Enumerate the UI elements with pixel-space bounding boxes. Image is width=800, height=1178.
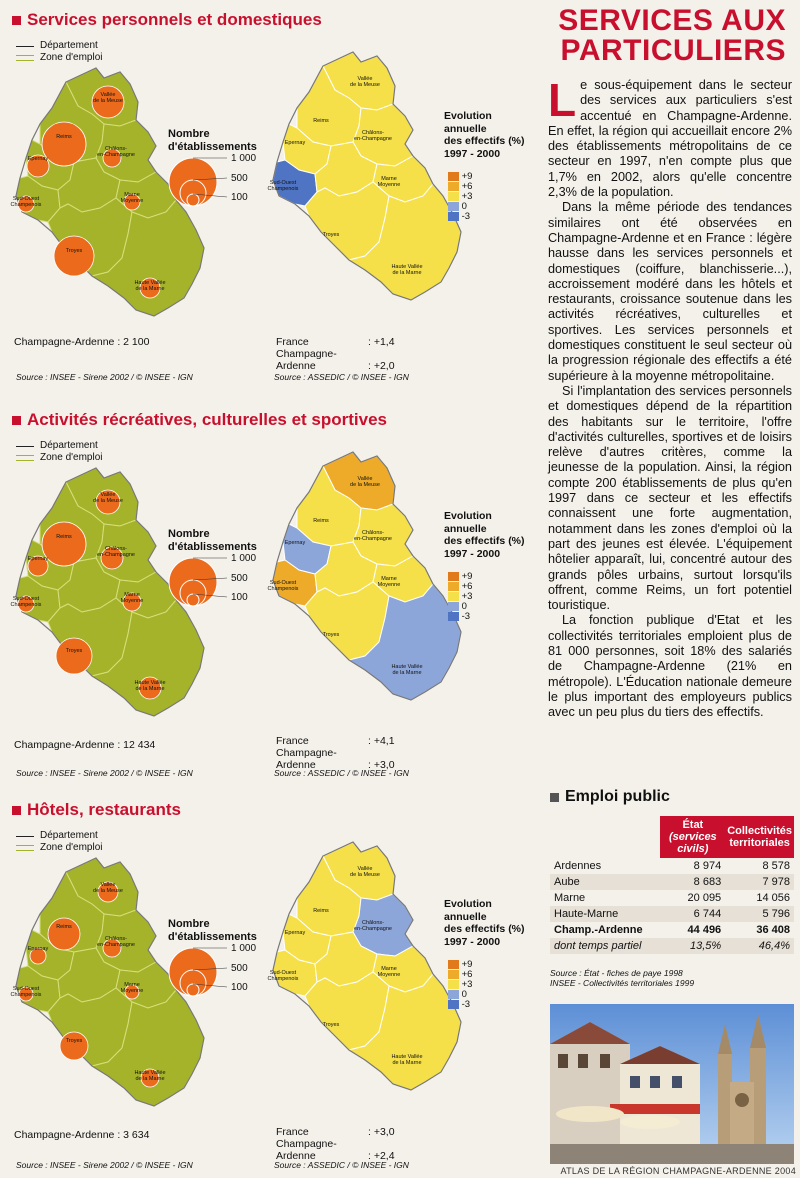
map-zone-label: Troyes <box>65 1038 83 1044</box>
table-header-empty <box>550 816 660 858</box>
ca-value: : +3,0 <box>368 759 395 771</box>
evolution-swatch <box>448 960 459 969</box>
france-label: France <box>276 735 309 747</box>
section2-legend <box>16 440 103 464</box>
departement-line-icon <box>16 446 34 447</box>
map-zone-label: Troyes <box>65 248 83 254</box>
evo-title-l1: Evolution <box>444 510 492 522</box>
evo-title-l4: 1997 - 2000 <box>444 147 501 160</box>
row-label: Ardennes <box>554 860 602 872</box>
evolution-swatch <box>448 602 459 611</box>
map-zone-label: Sud-Ouest <box>12 596 40 602</box>
legend-zone-emploi: Zone d'emploi <box>40 452 103 463</box>
col-coll-l2: territoriales <box>729 837 790 849</box>
map-zone-label: en-Champagne <box>97 552 135 558</box>
map-zone-label: Châlons- <box>104 936 128 942</box>
map-zone-label: de la Marne <box>135 1076 165 1082</box>
section2-bullet <box>12 416 21 425</box>
section1-total: Champagne-Ardenne : 2 100 <box>14 336 150 348</box>
emploi-public-bullet <box>550 793 559 802</box>
row-coll: 14 056 <box>756 892 790 904</box>
map-zone-label: en-Champagne <box>97 152 135 158</box>
section3-title-text: Hôtels, restaurants <box>27 800 181 819</box>
evolution-swatch <box>448 582 459 591</box>
row-label: Marne <box>554 892 586 904</box>
map-zone-label: Haute Vallée <box>134 1070 166 1076</box>
map-zone-label: Troyes <box>322 632 340 638</box>
row-label: Haute-Marne <box>550 906 660 922</box>
nombre-value-1000: 1 000 <box>231 153 257 164</box>
evolution-swatch <box>448 202 459 211</box>
map-zone-label: Sud-Ouest <box>269 580 297 586</box>
nombre-value-500: 500 <box>231 173 248 184</box>
map-zone-label: Epernay <box>284 930 306 936</box>
evolution-class-label: +6 <box>459 969 473 981</box>
evolution-swatch <box>448 572 459 581</box>
map-zone-label: Haute Vallée <box>391 664 423 670</box>
map-zone-label: Châlons- <box>361 530 385 536</box>
page-title-line1: SERVICES AUX <box>558 4 786 37</box>
section1-source-left: Source : INSEE - Sirene 2002 / © INSEE - IGN <box>16 372 193 382</box>
evolution-class-label: +3 <box>459 591 473 603</box>
map-zone-label: Epernay <box>284 140 306 146</box>
section3-total: Champagne-Ardenne : 3 634 <box>14 1129 150 1141</box>
table-header-row <box>550 816 794 858</box>
section2-title <box>12 410 387 430</box>
row-coll: 36 408 <box>756 924 790 936</box>
page-title <box>558 6 786 66</box>
nombre-legend-title <box>168 528 257 554</box>
map-zone-label: Moyenne <box>377 582 401 588</box>
evolution-class-label: +3 <box>459 979 473 991</box>
evolution-swatch <box>448 612 459 621</box>
section3-legend <box>16 830 103 854</box>
evo-title-l4: 1997 - 2000 <box>444 547 501 560</box>
evolution-swatch <box>448 980 459 989</box>
source-line-1: Source : État - fiches de paye 1998 <box>550 968 683 978</box>
map-zone-label: Vallée <box>357 476 373 482</box>
evolution-class-label: 0 <box>459 989 467 1001</box>
evolution-swatch <box>448 1000 459 1009</box>
section1-national <box>276 336 395 372</box>
france-value: : +1,4 <box>368 336 395 348</box>
row-coll: 46,4% <box>725 938 794 954</box>
evolution-class-row <box>448 612 472 622</box>
map-zone-label: de la Meuse <box>93 98 123 104</box>
france-label: France <box>276 336 309 348</box>
establishment-circle <box>42 522 86 566</box>
evolution-swatch <box>448 990 459 999</box>
map-zone-label: de la Marne <box>135 686 165 692</box>
map-zone-label: Moyenne <box>120 198 144 204</box>
emploi-public-table <box>550 816 794 954</box>
table-row-total <box>550 922 794 938</box>
evolution-class-label: +3 <box>459 191 473 203</box>
map-zone-label: Moyenne <box>120 598 144 604</box>
map-zone-label: Moyenne <box>377 182 401 188</box>
evolution-class-label: +9 <box>459 959 473 971</box>
nombre-value-1000: 1 000 <box>231 943 257 954</box>
nombre-value-100: 100 <box>231 192 248 203</box>
section1-evolution-map <box>265 46 475 332</box>
page-title-line2: PARTICULIERS <box>560 34 786 67</box>
map-zone-label: Châlons- <box>104 546 128 552</box>
evolution-class-label: -3 <box>459 611 471 623</box>
nombre-value-100: 100 <box>231 982 248 993</box>
section1-title-text: Services personnels et domestiques <box>27 10 322 29</box>
evolution-class-label: 0 <box>459 601 467 613</box>
map-zone-label: de la Meuse <box>350 82 380 88</box>
map-zone-label: de la Meuse <box>93 498 123 504</box>
evolution-swatch <box>448 212 459 221</box>
evolution-swatch <box>448 192 459 201</box>
map-zone-label: Troyes <box>322 232 340 238</box>
evo-title-l3: des effectifs (%) <box>444 535 525 547</box>
map-zone-label: Haute Vallée <box>134 680 166 686</box>
map-zone-label: en-Champagne <box>354 536 392 542</box>
establishment-circle <box>60 1032 88 1060</box>
map-zone-label: Vallée <box>100 492 116 498</box>
map-zone-label: de la Meuse <box>93 888 123 894</box>
map-zone-label: Champenois <box>10 992 42 998</box>
map-zone-label: Sud-Ouest <box>269 180 297 186</box>
paragraph-1 <box>548 74 792 200</box>
evo-title-l4: 1997 - 2000 <box>444 935 501 948</box>
emploi-public-title-text: Emploi public <box>565 788 670 805</box>
map-zone-label: de la Meuse <box>350 482 380 488</box>
map-zone-label: Reims <box>313 908 329 914</box>
emploi-public-source <box>550 968 694 988</box>
ca-value: : +2,4 <box>368 1150 395 1162</box>
map-zone-label: Sud-Ouest <box>12 986 40 992</box>
section2-national <box>276 735 395 771</box>
section3-source-right: Source : ASSEDIC / © INSEE - IGN <box>274 1160 409 1170</box>
section1-source-right: Source : ASSEDIC / © INSEE - IGN <box>274 372 409 382</box>
evo-title-l1: Evolution <box>444 898 492 910</box>
row-etat: 6 744 <box>660 906 725 922</box>
evolution-swatch <box>448 182 459 191</box>
map-zone-label: Epernay <box>27 156 49 162</box>
france-value: : +4,1 <box>368 735 395 747</box>
map-zone-label: Troyes <box>65 648 83 654</box>
row-etat: 8 974 <box>693 860 722 872</box>
row-label: dont temps partiel <box>550 938 660 954</box>
map-zone-label: Troyes <box>322 1022 340 1028</box>
nombre-value-100: 100 <box>231 592 248 603</box>
evo-title-l3: des effectifs (%) <box>444 923 525 935</box>
paragraph-3: Si l'implantation des services personnels et domestiques dépend de la répartition des habitants sur le territoire, l'offre d'activités culturelles, sportives et de loisirs relève d'autres critères, comme la jeunesse de la population. Ainsi, la région compte 200 établissements de plus qu'en 1997 dans ce secteur et les effectifs connaissent une forte augmentation, notamment dans les zones d'emploi où la part des jeunes est élevée. L'équipement hôtelier apparaît, lui, concentré autour des grands pôles urbains, surtout lorsqu'ils offrent, comme Reims, un fort potentiel touristique. <box>548 383 792 613</box>
map-zone-label: Marne <box>124 592 140 598</box>
evolution-swatch <box>448 172 459 181</box>
map-zone-label: Reims <box>56 134 72 140</box>
map-zone-label: Reims <box>313 118 329 124</box>
street-cathedral-photo <box>550 1004 794 1164</box>
establishment-circle <box>56 638 92 674</box>
departement-line-icon <box>16 46 34 47</box>
table-row <box>550 906 794 922</box>
evolution-class-row <box>448 1000 472 1010</box>
evolution-legend-title <box>444 898 525 948</box>
article-body <box>548 74 792 720</box>
paragraph-1-text: e sous-équipement dans le secteur des services aux particuliers s'est accentué en Champagne-Ardenne. En effet, la région qui accueillait encore 2% des établissements métropolitains de ce secteur en 1997, n'en compte plus que 1,7% en 2002, alors qu'elle concentre 2,3% de la population. <box>548 78 792 200</box>
nombre-title-line1: Nombre <box>168 918 210 930</box>
section3-bullet <box>12 806 21 815</box>
table-header-etat <box>660 816 725 858</box>
map-zone-label: Sud-Ouest <box>269 970 297 976</box>
evo-title-l2: annuelle <box>444 910 487 923</box>
evo-title-l2: annuelle <box>444 522 487 535</box>
ca-label: Champagne-Ardenne <box>276 1138 337 1162</box>
evolution-class-label: 0 <box>459 201 467 213</box>
zone-emploi-line-icon <box>16 845 34 851</box>
section3-evolution-map <box>265 836 475 1122</box>
map-zone-label: Marne <box>381 176 397 182</box>
legend-zone-emploi: Zone d'emploi <box>40 842 103 853</box>
map-zone-label: Reims <box>313 518 329 524</box>
map-zone-label: Moyenne <box>377 972 401 978</box>
row-etat: 8 683 <box>660 874 725 890</box>
nombre-title-line2: d'établissements <box>168 931 257 943</box>
map-zone-label: en-Champagne <box>354 926 392 932</box>
row-coll: 8 578 <box>762 860 790 872</box>
evolution-scale <box>448 172 472 222</box>
map-zone-label: en-Champagne <box>354 136 392 142</box>
map-zone-label: Epernay <box>284 540 306 546</box>
nombre-legend-title <box>168 128 257 154</box>
row-coll: 7 978 <box>725 874 794 890</box>
map-zone-label: Marne <box>381 576 397 582</box>
section1-legend <box>16 40 103 64</box>
map-zone-label: Epernay <box>27 556 49 562</box>
evolution-swatch <box>448 970 459 979</box>
map-zone-label: Reims <box>56 924 72 930</box>
map-zone-label: Marne <box>124 192 140 198</box>
nombre-legend-title <box>168 918 257 944</box>
map-zone-label: Marne <box>124 982 140 988</box>
map-zone-label: Châlons- <box>104 146 128 152</box>
ca-label: Champagne-Ardenne <box>276 747 337 771</box>
evolution-scale <box>448 960 472 1010</box>
map-zone-label: Haute Vallée <box>391 1054 423 1060</box>
col-etat-l3: civils) <box>677 843 709 855</box>
col-coll-l1: Collectivités <box>727 825 792 837</box>
map-zone-label: Haute Vallée <box>134 280 166 286</box>
ca-value: : +2,0 <box>368 360 395 372</box>
evolution-swatch <box>448 592 459 601</box>
evolution-legend-title <box>444 510 525 560</box>
legend-departement: Département <box>40 830 98 841</box>
row-coll: 5 796 <box>725 906 794 922</box>
evolution-scale <box>448 572 472 622</box>
map-zone-label: Champenois <box>10 202 42 208</box>
section2-source-left: Source : INSEE - Sirene 2002 / © INSEE - IGN <box>16 768 193 778</box>
row-etat: 20 095 <box>687 892 722 904</box>
paragraph-2: Dans la même période des tendances similaires ont été observées en Champagne-Ardenne et en France : légère hausse dans les services personnels et domestiques (coiffure, blanchisserie...), accroissement modéré dans les hôtels et restaurants, croissance soutenue dans les activités récréatives, culturelles et sportives. Les services personnels et domestiques constituent le seul secteur où la progression régionale des effectifs a été supérieure à la moyenne métropolitaine. <box>548 200 792 383</box>
map-zone-label: Epernay <box>27 946 49 952</box>
evolution-class-label: +9 <box>459 571 473 583</box>
emploi-public-title <box>550 788 670 806</box>
map-zone-label: Moyenne <box>120 988 144 994</box>
ca-label: Champagne-Ardenne <box>276 348 337 372</box>
table-header-collectivites <box>725 816 794 858</box>
map-zone-label: Châlons- <box>361 920 385 926</box>
evolution-class-label: +6 <box>459 181 473 193</box>
section2-evolution-map <box>265 446 475 732</box>
map-zone-label: Reims <box>56 534 72 540</box>
page-footer: ATLAS DE LA RÉGION CHAMPAGNE-ARDENNE 2004 <box>560 1166 796 1176</box>
evo-title-l3: des effectifs (%) <box>444 135 525 147</box>
map-zone-label: Vallée <box>357 76 373 82</box>
establishment-circle <box>48 918 80 950</box>
map-zone-label: Champenois <box>267 976 299 982</box>
map-zone-label: de la Marne <box>392 670 422 676</box>
nombre-title-line2: d'établissements <box>168 141 257 153</box>
legend-departement: Département <box>40 440 98 451</box>
row-label: Champ.-Ardenne <box>554 924 643 936</box>
map-zone-label: en-Champagne <box>97 942 135 948</box>
evolution-class-label: +6 <box>459 581 473 593</box>
section1-title <box>12 10 322 30</box>
map-zone-label: de la Marne <box>392 1060 422 1066</box>
section3-source-left: Source : INSEE - Sirene 2002 / © INSEE - IGN <box>16 1160 193 1170</box>
establishment-circle <box>42 122 86 166</box>
section1-bullet <box>12 16 21 25</box>
table-row-partial <box>550 938 794 954</box>
map-zone-label: de la Marne <box>135 286 165 292</box>
map-zone-label: Vallée <box>100 92 116 98</box>
france-value: : +3,0 <box>368 1126 395 1138</box>
establishment-circle <box>54 236 94 276</box>
source-line-2: INSEE - Collectivités territoriales 1999 <box>550 978 695 988</box>
evo-title-l1: Evolution <box>444 110 492 122</box>
table-row <box>550 874 794 890</box>
evolution-class-label: -3 <box>459 999 471 1011</box>
departement-line-icon <box>16 836 34 837</box>
evo-title-l2: annuelle <box>444 122 487 135</box>
col-etat-l2: (services <box>668 831 717 843</box>
nombre-title-line1: Nombre <box>168 128 210 140</box>
map-zone-label: Haute Vallée <box>391 264 423 270</box>
nombre-title-line1: Nombre <box>168 528 210 540</box>
zone-emploi-line-icon <box>16 55 34 61</box>
dropcap: L <box>548 74 577 126</box>
map-zone-label: Champenois <box>267 186 299 192</box>
zone-emploi-line-icon <box>16 455 34 461</box>
nombre-value-500: 500 <box>231 573 248 584</box>
map-zone-label: Châlons- <box>361 130 385 136</box>
paragraph-4: La fonction publique d'Etat et les collectivités territoriales emploient plus de 81 000 personnes, soit 18% des salariés de Champagne-Ardenne (21% en métropole). L'Éducation nationale demeure le plus important des employeurs publics avec un peu plus du tiers des effectifs. <box>548 613 792 720</box>
legend-departement: Département <box>40 40 98 51</box>
legend-zone-emploi: Zone d'emploi <box>40 52 103 63</box>
nombre-value-500: 500 <box>231 963 248 974</box>
map-zone-label: Champenois <box>10 602 42 608</box>
map-zone-label: Champenois <box>267 586 299 592</box>
nombre-title-line2: d'établissements <box>168 541 257 553</box>
evolution-class-label: -3 <box>459 211 471 223</box>
map-zone-label: Vallée <box>100 882 116 888</box>
france-label: France <box>276 1126 309 1138</box>
section3-title <box>12 800 181 820</box>
section2-source-right: Source : ASSEDIC / © INSEE - IGN <box>274 768 409 778</box>
nombre-value-1000: 1 000 <box>231 553 257 564</box>
section2-total: Champagne-Ardenne : 12 434 <box>14 739 156 751</box>
map-zone-label: Sud-Ouest <box>12 196 40 202</box>
row-etat: 13,5% <box>660 938 725 954</box>
map-zone-label: Marne <box>381 966 397 972</box>
map-zone-label: de la Marne <box>392 270 422 276</box>
map-zone-label: Vallée <box>357 866 373 872</box>
table-row <box>550 890 794 906</box>
evolution-legend-title <box>444 110 525 160</box>
section3-national <box>276 1126 395 1162</box>
col-etat-l1: État <box>682 819 704 831</box>
evolution-class-label: +9 <box>459 171 473 183</box>
map-zone-label: de la Meuse <box>350 872 380 878</box>
evolution-class-row <box>448 212 472 222</box>
row-label: Aube <box>550 874 660 890</box>
section2-title-text: Activités récréatives, culturelles et sportives <box>27 410 388 429</box>
row-etat: 44 496 <box>687 924 722 936</box>
table-row <box>550 858 794 874</box>
